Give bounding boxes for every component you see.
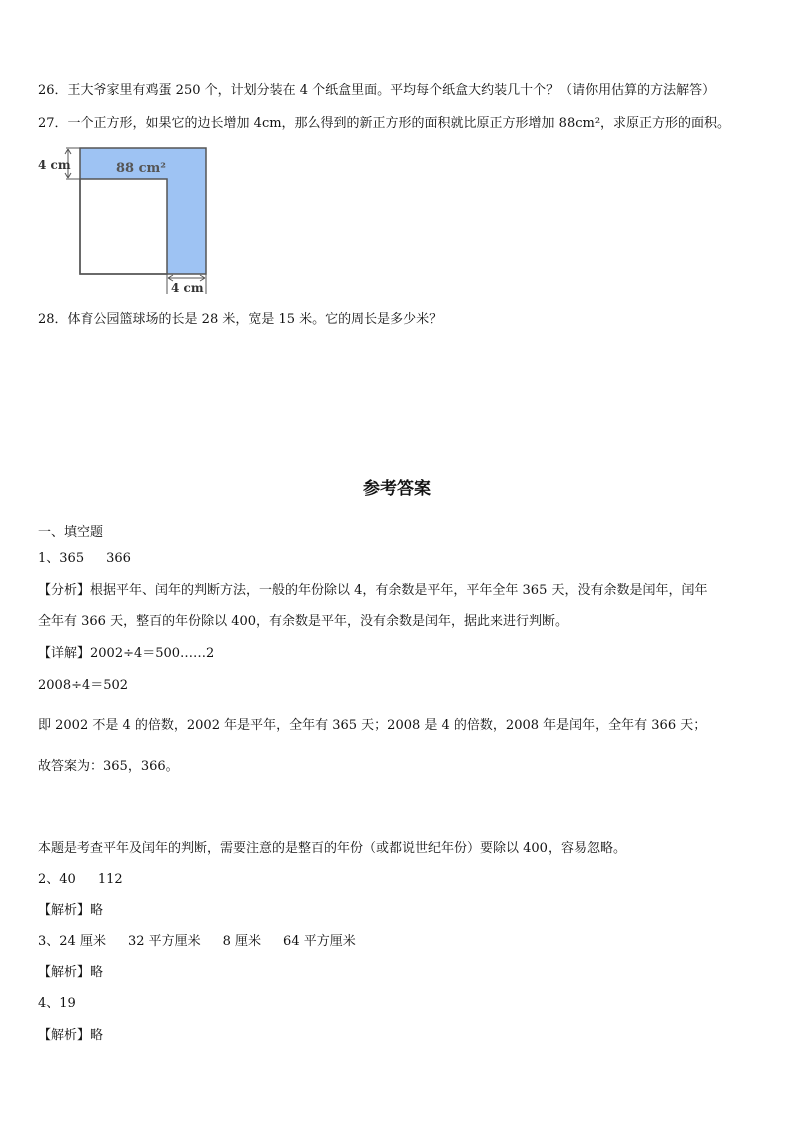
area-label: 88 cm² xyxy=(116,161,166,176)
answer-3-a: 3、24 厘米 xyxy=(38,934,106,949)
answer-2-a: 2、40 xyxy=(38,872,76,887)
answer-3-d: 64 平方厘米 xyxy=(283,934,356,949)
section-heading: 一、填空题 xyxy=(38,525,104,540)
answer-3-analysis: 【解析】略 xyxy=(38,965,104,980)
answer-3 xyxy=(38,933,356,951)
answer-1-analysis-line1: 【分析】根据平年、闰年的判断方法，一般的年份除以 4，有余数是平年，平年全年 365 天，没有余数是闰年，闰年 xyxy=(38,583,708,598)
answer-1-note: 本题是考查平年及闰年的判断，需要注意的是整百的年份（或都说世纪年份）要除以 400，容易忽略。 xyxy=(38,841,626,856)
answer-3-c: 8 厘米 xyxy=(222,934,262,949)
answer-1-a: 1、365 xyxy=(38,551,85,566)
question-26: 26．王大爷家里有鸡蛋 250 个，计划分装在 4 个纸盒里面。平均每个纸盒大约装几十个？（请你用估算的方法解答） xyxy=(38,83,716,98)
answers-title: 参考答案 xyxy=(363,479,431,499)
answer-2-b: 112 xyxy=(97,872,123,887)
answer-4: 4、19 xyxy=(38,996,76,1011)
bottom-dimension-label: 4 cm xyxy=(171,281,204,295)
answer-1-detail: 【详解】2002÷4＝500……2 xyxy=(38,646,215,661)
left-dimension-label: 4 cm xyxy=(38,158,71,172)
answer-2 xyxy=(38,871,123,889)
answer-2-analysis: 【解析】略 xyxy=(38,903,104,918)
square-figure xyxy=(38,144,218,296)
question-27: 27．一个正方形，如果它的边长增加 4cm，那么得到的新正方形的面积就比原正方形增加 88cm²，求原正方形的面积。 xyxy=(38,116,731,131)
answer-1-analysis-line2: 全年有 366 天，整百的年份除以 400，有余数是平年，没有余数是闰年，据此来进行判断。 xyxy=(38,614,569,629)
answer-4-analysis: 【解析】略 xyxy=(38,1028,104,1043)
answer-1-final: 故答案为：365，366。 xyxy=(38,759,179,774)
answer-1-b: 366 xyxy=(106,551,131,566)
question-28: 28．体育公园篮球场的长是 28 米，宽是 15 米。它的周长是多少米？ xyxy=(38,312,443,327)
answer-1-conclusion: 即 2002 不是 4 的倍数，2002 年是平年，全年有 365 天；2008 是 4 的倍数，2008 年是闰年，全年有 366 天； xyxy=(38,718,707,733)
answer-1 xyxy=(38,550,131,568)
answer-3-b: 32 平方厘米 xyxy=(127,934,201,949)
original-square xyxy=(80,179,167,274)
answer-1-calc: 2008÷4＝502 xyxy=(38,678,129,693)
